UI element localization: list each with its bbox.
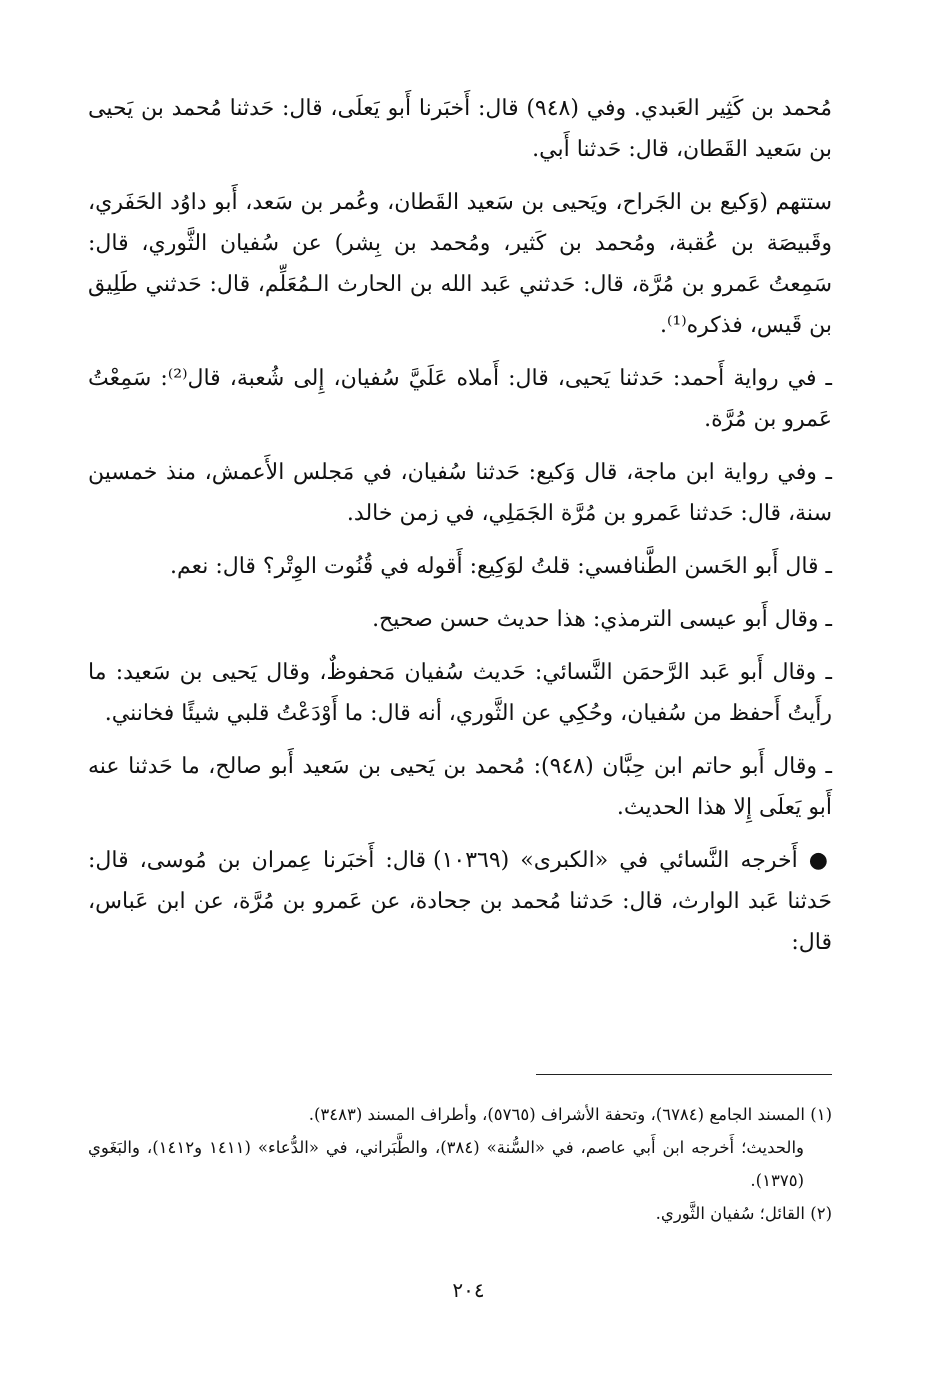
- footnote-1: (١) المسند الجامع (٦٧٨٤)، وتحفة الأشراف (٥٧٦٥)، وأطراف المسند (٣٤٨٣).: [308, 1105, 832, 1124]
- footnote-2: (٢) القائل؛ سُفيان الثَّوري.: [655, 1204, 832, 1223]
- paragraph-1: مُحمد بن كَثِير العَبدي. وفي (٩٤٨) قال: أَخبَرنا أَبو يَعلَى، قال: حَدثنا مُحمد بن يَحيى بن سَعيد القَطان، قال: حَدثنا أَبي.: [88, 96, 832, 162]
- paragraph-2: ستتهم (وَكيع بن الجَراح، ويَحيى بن سَعيد القَطان، وعُمر بن سَعد، أَبو داوُد الحَفَري، وقَبيصَة بن عُقبة، ومُحمد بن كَثير، ومُحمد بن بِشر) عن سُفيان الثَّوري، قال: سَمِعتُ عَمرو بن مُرَّة، قال: حَدثني عَبد الله بن الحارث الـمُعَلِّم، قال: حَدثني طَلِيق بن قَيس، فذكره⁽¹⁾.: [88, 190, 832, 338]
- paragraph-6: ـ وقال أَبو عيسى الترمذي: هذا حديث حسن صحيح.: [372, 607, 832, 632]
- paragraph-7: ـ وقال أَبو عَبد الرَّحمَن النَّسائي: حَديث سُفيان مَحفوظٌ، وقال يَحيى بن سَعيد: ما رأَيتُ أَحفظ من سُفيان، وحُكِي عن الثَّوري، أنه قال: ما أَوْدَعْتُ قلبي شيئًا فخانني.: [88, 660, 832, 726]
- main-text: [88, 88, 832, 975]
- paragraph-5: ـ قال أَبو الحَسن الطَّنافسي: قلتُ لوَكِيع: أَقوله في قُنُوت الوِتْر؟ قال: نعم.: [169, 554, 832, 579]
- footnote-1-continuation: والحديث؛ أَخرجه ابن أَبي عاصم، في «السُّنة» (٣٨٤)، والطَّبَراني، في «الدُّعاء» (١٤١١ و١٤١٢)، والبَغَوي (١٣٧٥).: [88, 1138, 805, 1190]
- footnote-divider: [536, 1074, 832, 1075]
- paragraph-8: ـ وقال أَبو حاتم ابن حِبَّان (٩٤٨): مُحمد بن يَحيى بن سَعيد أَبو صالح، ما حَدثنا عنه أَبو يَعلَى إِلا هذا الحديث.: [88, 754, 832, 820]
- page-number: ٢٠٤: [452, 1278, 485, 1302]
- footnotes: [88, 1098, 832, 1230]
- body-text: [88, 88, 832, 963]
- paragraph-9: ● أَخرجه النَّسائي في «الكبرى» (١٠٣٦٩) قال: أَخبَرنا عِمران بن مُوسى، قال: حَدثنا عَبد الوارث، قال: حَدثنا مُحمد بن جحادة، عن عَمرو بن مُرَّة، عن ابن عَباس، قال:: [88, 848, 833, 955]
- paragraph-3: ـ في رواية أَحمد: حَدثنا يَحيى، قال: أَملاه عَلَيَّ سُفيان، إِلى شُعبة، قال⁽²⁾: سَمِعْتُ عَمرو بن مُرَّة.: [88, 366, 832, 432]
- paragraph-4: ـ وفي رواية ابن ماجة، قال وَكيع: حَدثنا سُفيان، في مَجلس الأَعمش، منذ خمسين سنة، قال: حَدثنا عَمرو بن مُرَّة الجَمَلِي، في زمن خالد.: [88, 460, 832, 526]
